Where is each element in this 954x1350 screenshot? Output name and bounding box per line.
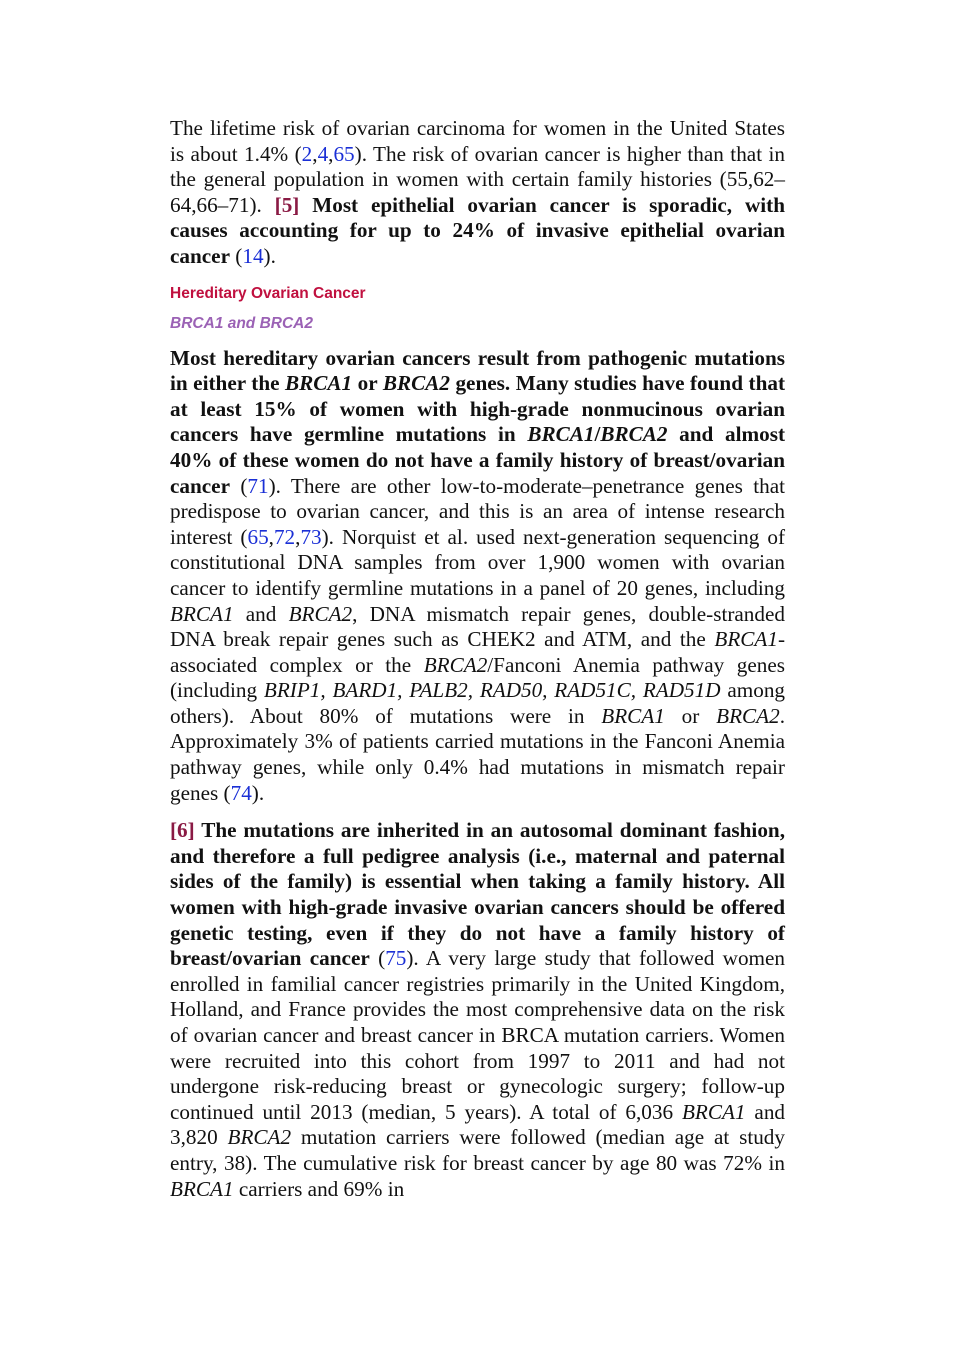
document-page (170, 116, 785, 1202)
bold-statement: Most hereditary ovarian cancers result from pathogenic mutations in either the (170, 345, 785, 396)
text: among others). About 80% of mutations were in (170, 678, 786, 728)
summary-tag[interactable]: [5] (274, 192, 300, 217)
reference-link[interactable]: 73 (300, 524, 322, 549)
paragraph-inheritance (170, 818, 785, 1202)
subsection-heading: BRCA1 and BRCA2 (170, 314, 313, 332)
summary-tag[interactable]: [6] (170, 818, 195, 843)
paragraph-brca (170, 346, 785, 807)
gene-name: BRCA2 (382, 371, 450, 396)
text: and (233, 601, 289, 626)
text: , (312, 141, 318, 166)
text: , DNA mismatch repair genes, double-stranded DNA break repair genes such as CHEK2 and ATM, and the (170, 601, 785, 652)
text: and 3,820 (170, 1099, 786, 1150)
text: ( (230, 243, 243, 268)
text: , (295, 524, 301, 549)
bold-statement: or (352, 371, 383, 396)
text: ). (251, 780, 265, 805)
text: ( (230, 473, 248, 498)
gene-name: BRCA1 (285, 371, 353, 396)
text: The lifetime risk of ovarian carcinoma for women in the United States is about 1.4% ( (170, 116, 785, 166)
section-heading: Hereditary Ovarian Cancer (170, 284, 366, 302)
gene-name: BRCA2 (600, 422, 668, 447)
reference-link[interactable]: 71 (247, 473, 269, 498)
text: ). (263, 243, 276, 268)
text: carriers and 69% in (233, 1176, 405, 1201)
bold-statement: / (594, 422, 601, 447)
reference-link[interactable]: 14 (242, 243, 264, 268)
reference-link[interactable]: 2 (301, 141, 313, 166)
text: ). There are other low-to-moderate–penetrance genes that predispose to ovarian cancer, and this is an area of intense research interest ( (170, 473, 785, 549)
gene-name: BRCA1 (601, 703, 665, 728)
gene-name: BRCA1 (714, 627, 778, 652)
text: mutation carriers were followed (median age at study entry, 38). The cumulative risk for breast cancer by age 80 was 72% in (170, 1125, 785, 1175)
gene-name: BRCA2 (716, 703, 780, 728)
bold-statement: and almost 40% of these women do not have a family history of breast/ovarian cancer (170, 422, 786, 498)
bold-statement: Most epithelial ovarian cancer is sporadic, with causes accounting for up to 24% of invasive epithelial ovarian cancer (170, 192, 785, 268)
reference-link[interactable]: 72 (273, 524, 296, 549)
reference-link[interactable]: 65 (247, 524, 269, 549)
reference-link[interactable]: 65 (333, 141, 355, 166)
gene-list: BRIP1, BARD1, PALB2, RAD50, RAD51C, RAD51D (263, 678, 721, 703)
text: /Fanconi Anemia pathway genes (including (170, 652, 785, 703)
text: -associated complex or the (170, 627, 785, 677)
reference-link[interactable]: 74 (230, 780, 252, 805)
text: , (268, 524, 274, 549)
gene-name: BRCA2 (423, 652, 488, 677)
text: or (664, 703, 717, 728)
gene-name: BRCA1 (170, 1176, 234, 1201)
bold-statement: genes. Many studies have found that at least 15% of women with high-grade nonmucinous ovarian cancers have germline mutations in (170, 371, 786, 447)
text: ( (369, 946, 386, 971)
gene-name: BRCA1 (681, 1099, 746, 1124)
paragraph-lifetime-risk (170, 116, 785, 270)
text: . Approximately 3% of patients carried mutations in the Fanconi Anemia pathway genes, while only 0.4% had mutations in mismatch repair genes ( (170, 703, 785, 805)
bold-statement: The mutations are inherited in an autosomal dominant fashion, and therefore a full pedigree analysis (i.e., maternal and paternal sides of the family) is essential when taking a family history. All women with high-grade invasive ovarian cancers should be offered genetic testing, even if they do not have a family history of breast/ovarian cancer (170, 818, 785, 971)
text: ). Norquist et al. used next-generation sequencing of constitutional DNA samples from over 1,900 women with ovarian cancer to identify germline mutations in a panel of 20 genes, including (170, 524, 786, 600)
gene-name: BRCA2 (227, 1125, 292, 1150)
gene-name: BRCA1 (527, 422, 595, 447)
gene-name: BRCA2 (288, 601, 353, 626)
text: ). A very large study that followed women enrolled in familial cancer registries primarily in the United Kingdom, Holland, and France provides the most comprehensive data on the risk of ovarian cancer and breast cancer in BRCA mutation carriers. Women were recruited into this cohort from 1997 to 2011 and had not undergone risk-reducing breast or gynecologic surgery; follow-up continued until 2013 (median, 5 years). A total of 6,036 (170, 946, 786, 1124)
reference-link[interactable]: 75 (385, 946, 407, 971)
text: , (328, 141, 334, 166)
gene-name: BRCA1 (170, 601, 234, 626)
text: ). The risk of ovarian cancer is higher than that in the general population in women with certain family histories (55,62–64,66–71). (170, 141, 785, 217)
reference-link[interactable]: 4 (317, 141, 329, 166)
